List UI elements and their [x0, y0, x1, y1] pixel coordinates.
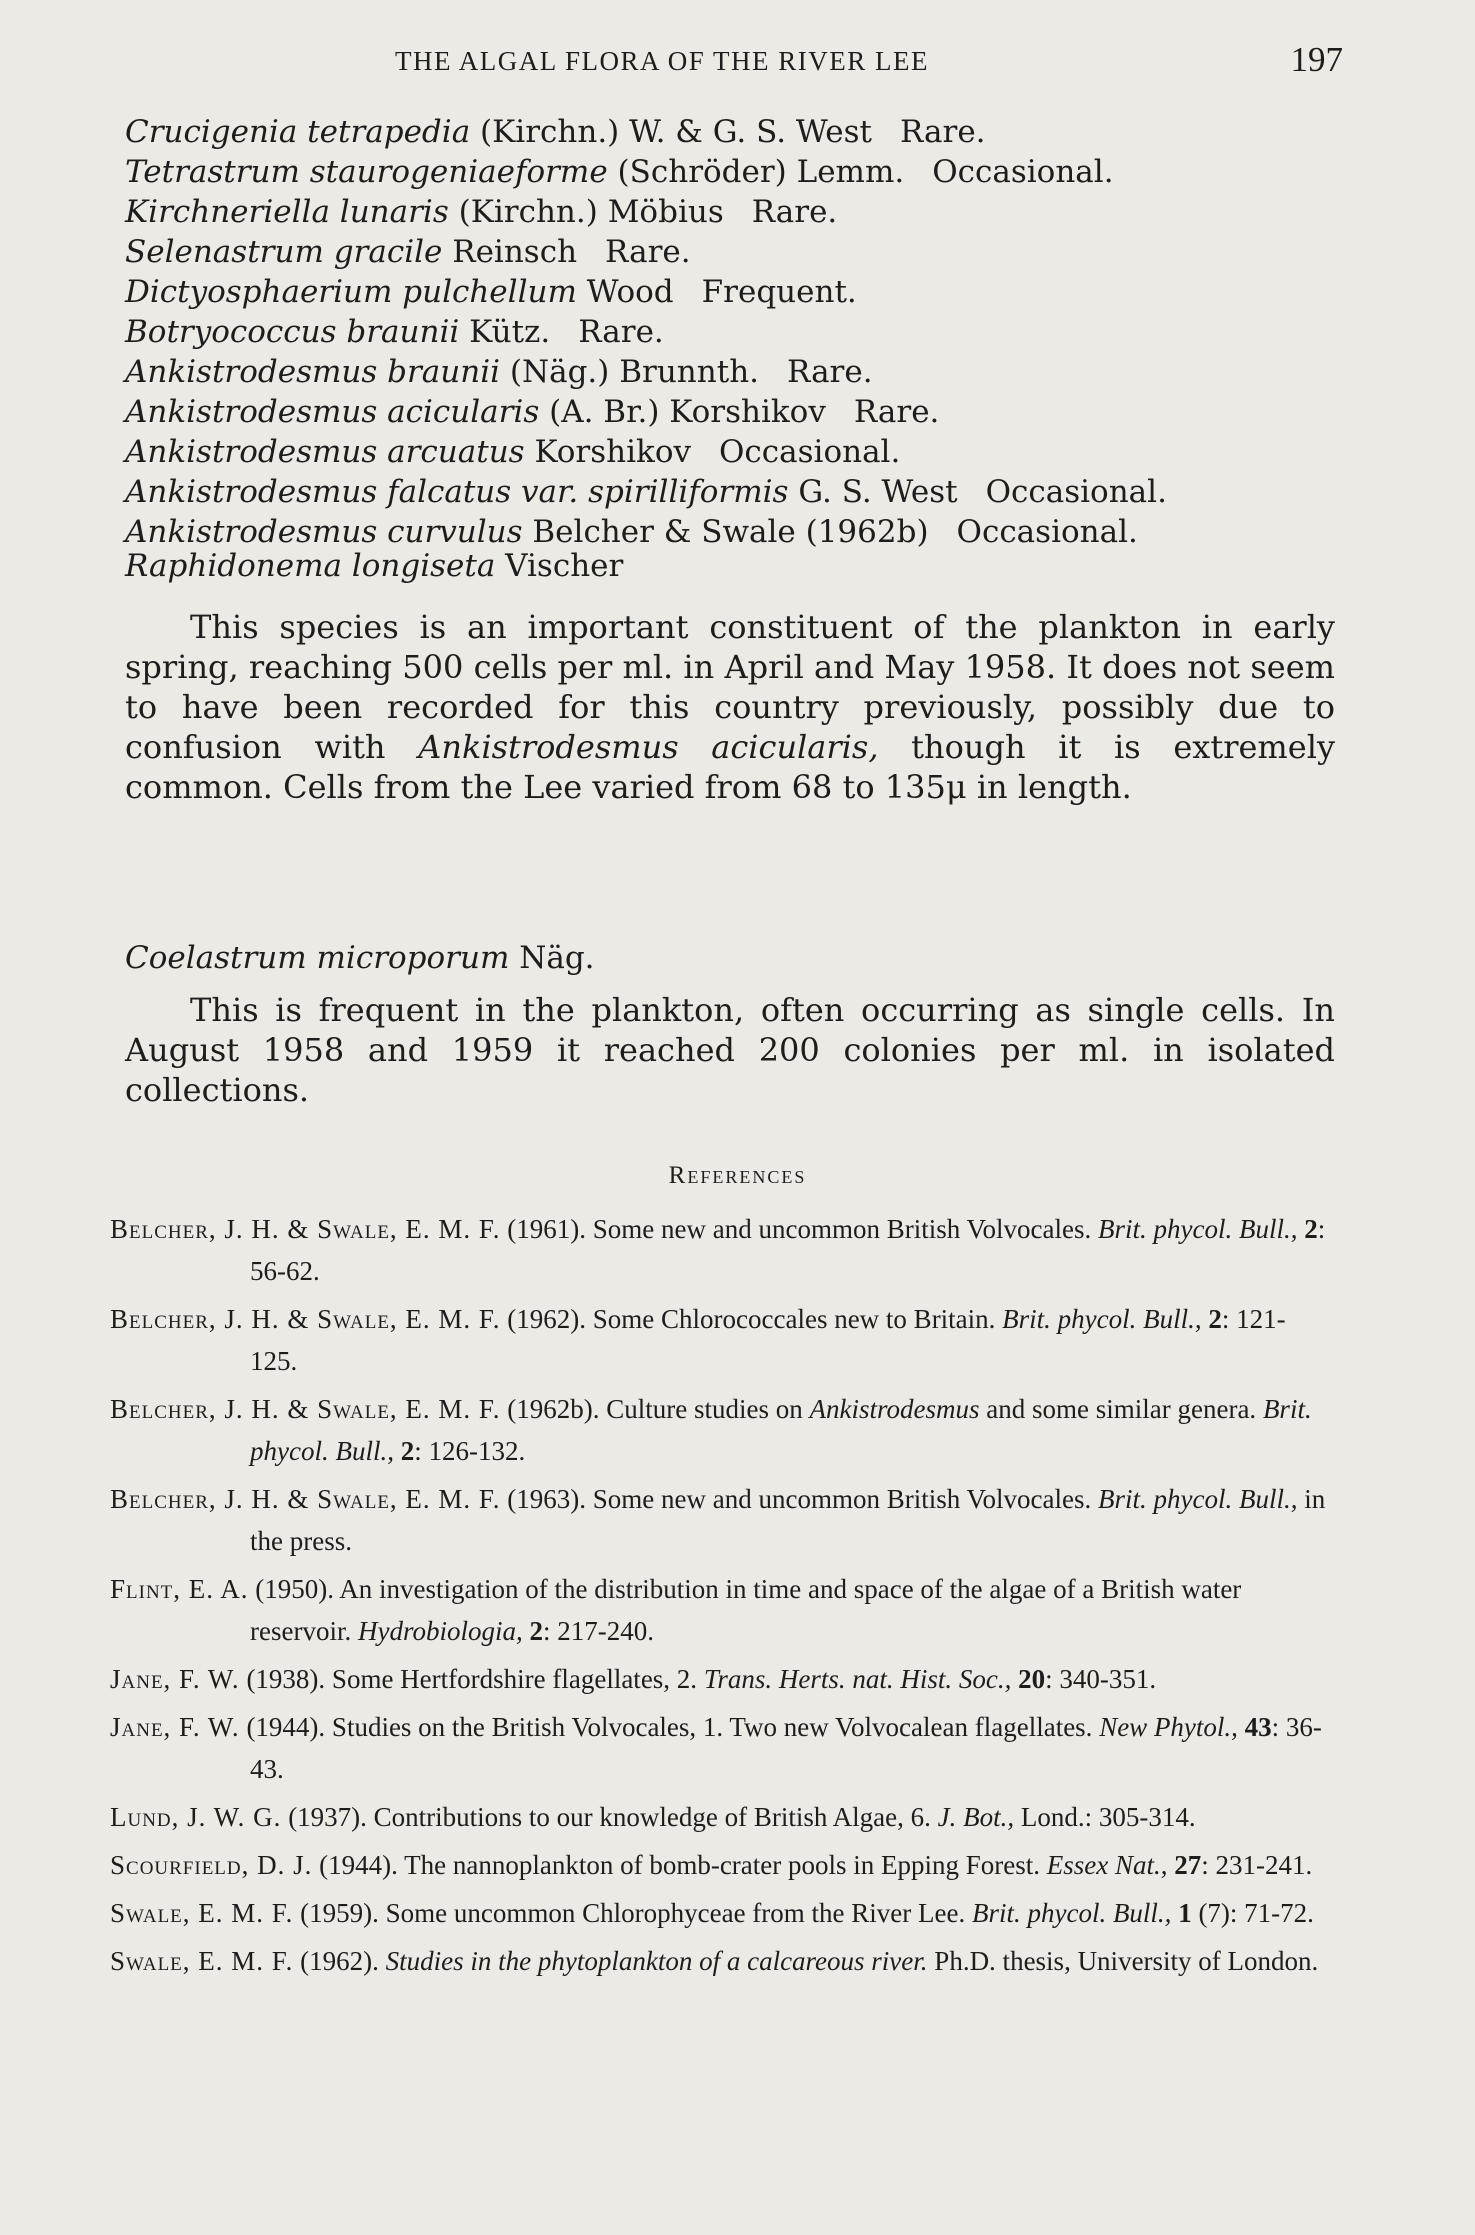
- reference-entry: [110, 1940, 1330, 1982]
- reference-year: (1944).: [246, 1712, 326, 1742]
- reference-entry: [110, 1844, 1330, 1886]
- taxon-authority: Vischer: [505, 548, 624, 584]
- reference-pages: Lond.: 305-314.: [1020, 1802, 1196, 1832]
- reference-pages: : 36-43.: [250, 1712, 1322, 1784]
- reference-authors: Swale, E. M. F.: [110, 1946, 294, 1976]
- species-status: Occasional.: [932, 154, 1114, 190]
- species-status: Occasional.: [956, 514, 1138, 550]
- reference-entry: [110, 1658, 1330, 1700]
- species-name: Ankistrodesmus braunii: [125, 354, 501, 390]
- reference-authors: Belcher, J. H. & Swale, E. M. F.: [110, 1304, 501, 1334]
- species-list: [125, 112, 1355, 552]
- running-title: THE ALGAL FLORA OF THE RIVER LEE: [395, 46, 929, 76]
- species-row: [125, 352, 1355, 392]
- species-authority: Korshikov: [534, 434, 691, 470]
- reference-journal: Brit. phycol. Bull.,: [250, 1394, 1312, 1466]
- paragraph-text: This is frequent in the plankton, often occurring as single cells. In August 1958 and 1959 it reached 200 colonies per ml. in isolated collections.: [125, 991, 1335, 1109]
- reference-list: [110, 1208, 1330, 1988]
- species-name: Ankistrodesmus falcatus var. spirilliformis: [125, 474, 789, 510]
- species-status: Rare.: [605, 234, 691, 270]
- coelastrum-paragraph: [125, 990, 1335, 1110]
- species-name: Dictyosphaerium pulchellum: [125, 274, 577, 310]
- reference-authors: Jane, F. W.: [110, 1712, 240, 1742]
- reference-year: (1937).: [288, 1802, 367, 1832]
- reference-year: (1944).: [319, 1850, 398, 1880]
- taxon-heading-raphidonema: [125, 548, 623, 584]
- species-row: [125, 152, 1355, 192]
- species-status: Rare.: [578, 314, 664, 350]
- reference-journal: Brit. phycol. Bull.,: [1002, 1304, 1202, 1334]
- species-authority: (A. Br.) Korshikov: [549, 394, 826, 430]
- species-name: Tetrastrum staurogeniaeforme: [125, 154, 608, 190]
- reference-year: (1961).: [507, 1214, 587, 1244]
- reference-title: Studies on the British Volvocales, 1. Two new Volvocalean flagellates.: [331, 1712, 1093, 1742]
- species-row: [125, 192, 1355, 232]
- species-name: Ankistrodesmus curvulus: [125, 514, 523, 550]
- species-status: Occasional.: [985, 474, 1167, 510]
- species-row: [125, 312, 1355, 352]
- reference-title-italic: Studies in the phytoplankton of a calcareous river.: [385, 1946, 928, 1976]
- reference-entry: [110, 1478, 1330, 1562]
- reference-volume: 2: [1208, 1304, 1222, 1334]
- species-name: Crucigenia tetrapedia: [125, 114, 471, 150]
- species-row: [125, 272, 1355, 312]
- species-status: Rare.: [853, 394, 940, 430]
- reference-authors: Jane, F. W.: [110, 1664, 240, 1694]
- reference-pages: : 56-62.: [250, 1214, 1326, 1286]
- reference-volume: 20: [1018, 1664, 1046, 1694]
- reference-year: (1962).: [300, 1946, 379, 1976]
- species-name: Kirchneriella lunaris: [125, 194, 449, 230]
- species-row: [125, 232, 1355, 272]
- species-authority: (Näg.) Brunnth.: [509, 354, 760, 390]
- species-authority: Belcher & Swale (1962b): [532, 514, 929, 550]
- reference-year: (1962b).: [507, 1394, 600, 1424]
- reference-title: Some Hertfordshire flagellates, 2.: [331, 1664, 698, 1694]
- species-name: Selenastrum gracile: [125, 234, 443, 270]
- taxon-authority: Näg.: [519, 940, 595, 976]
- species-status: Rare.: [751, 194, 838, 230]
- species-authority: Wood: [586, 274, 674, 310]
- species-status: Frequent.: [701, 274, 857, 310]
- reference-authors: Belcher, J. H. & Swale, E. M. F.: [110, 1394, 501, 1424]
- reference-entry: [110, 1298, 1330, 1382]
- reference-pages: : 121-125.: [250, 1304, 1286, 1376]
- reference-pages: : 217-240.: [542, 1616, 654, 1646]
- species-status: Rare.: [787, 354, 873, 390]
- reference-journal: J. Bot.,: [937, 1802, 1015, 1832]
- reference-authors: Lund, J. W. G.: [110, 1802, 282, 1832]
- references-heading: References: [668, 1162, 807, 1189]
- paragraph-italic: Ankistrodesmus acicularis,: [418, 728, 879, 766]
- reference-authors: Belcher, J. H. & Swale, E. M. F.: [110, 1484, 501, 1514]
- species-row: [125, 432, 1355, 472]
- taxon-name: Coelastrum microporum: [125, 940, 510, 976]
- reference-journal: Hydrobiologia,: [357, 1616, 523, 1646]
- reference-title: An investigation of the distribution in time and space of the algae of a British water reservoir.: [250, 1574, 1242, 1646]
- reference-journal: Brit. phycol. Bull.,: [1097, 1484, 1298, 1514]
- reference-journal: Brit. phycol. Bull.,: [1097, 1214, 1298, 1244]
- reference-year: (1962).: [507, 1304, 587, 1334]
- reference-volume: 27: [1174, 1850, 1202, 1880]
- species-row: [125, 512, 1355, 552]
- reference-volume: 1: [1178, 1898, 1192, 1928]
- species-row: [125, 472, 1355, 512]
- reference-volume: 2: [1304, 1214, 1318, 1244]
- species-authority: (Kirchn.) W. & G. S. West: [480, 114, 872, 150]
- species-name: Ankistrodesmus arcuatus: [125, 434, 525, 470]
- page-number: 197: [1290, 40, 1343, 79]
- reference-volume: 2: [529, 1616, 543, 1646]
- reference-pages: : 231-241.: [1201, 1850, 1313, 1880]
- species-status: Rare.: [899, 114, 986, 150]
- raphidonema-paragraph: [125, 607, 1335, 807]
- reference-title: Some Chlorococcales new to Britain.: [592, 1304, 996, 1334]
- taxon-heading-coelastrum: [125, 940, 595, 976]
- reference-title: Contributions to our knowledge of British Algae, 6.: [373, 1802, 931, 1832]
- reference-title: Some new and uncommon British Volvocales.: [592, 1484, 1092, 1514]
- reference-entry: [110, 1208, 1330, 1292]
- reference-pages: in the press.: [250, 1484, 1326, 1556]
- species-row: [125, 392, 1355, 432]
- reference-journal: Ph.D. thesis, University of London.: [934, 1946, 1319, 1976]
- reference-pages: : 126-132.: [414, 1436, 526, 1466]
- taxon-name: Raphidonema longiseta: [125, 548, 496, 584]
- reference-journal: New Phytol.,: [1099, 1712, 1238, 1742]
- reference-pages: : 340-351.: [1045, 1664, 1157, 1694]
- reference-authors: Flint, E. A.: [110, 1574, 249, 1604]
- species-authority: Reinsch: [452, 234, 578, 270]
- reference-title: Culture studies on: [606, 1394, 803, 1424]
- reference-journal: Essex Nat.,: [1046, 1850, 1168, 1880]
- species-authority: (Kirchn.) Möbius: [458, 194, 724, 230]
- reference-title-rest: and some similar genera.: [986, 1394, 1257, 1424]
- species-status: Occasional.: [719, 434, 901, 470]
- running-head: [125, 40, 1343, 90]
- reference-entry: [110, 1706, 1330, 1790]
- reference-title: The nannoplankton of bomb-crater pools in Epping Forest.: [404, 1850, 1041, 1880]
- paragraph-text-end: though it is extremely common. Cells from the Lee varied from 68 to 135μ in length.: [125, 728, 1336, 806]
- reference-year: (1950).: [255, 1574, 335, 1604]
- reference-authors: Scourfield, D. J.: [110, 1850, 313, 1880]
- reference-year: (1959).: [300, 1898, 379, 1928]
- reference-year: (1963).: [507, 1484, 587, 1514]
- reference-volume: 2: [400, 1436, 415, 1466]
- species-row: [125, 112, 1355, 152]
- species-authority: Kütz.: [469, 314, 551, 350]
- reference-title: Some new and uncommon British Volvocales.: [592, 1214, 1092, 1244]
- species-authority: (Schröder) Lemm.: [617, 154, 905, 190]
- reference-authors: Belcher, J. H. & Swale, E. M. F.: [110, 1214, 501, 1244]
- reference-title: Some uncommon Chlorophyceae from the River Lee.: [385, 1898, 966, 1928]
- species-name: Botryococcus braunii: [125, 314, 460, 350]
- reference-title-italic: Ankistrodesmus: [809, 1394, 980, 1424]
- reference-volume: 43: [1244, 1712, 1272, 1742]
- species-name: Ankistrodesmus acicularis: [125, 394, 540, 430]
- species-authority: G. S. West: [798, 474, 958, 510]
- reference-journal: Trans. Herts. nat. Hist. Soc.,: [703, 1664, 1012, 1694]
- reference-authors: Swale, E. M. F.: [110, 1898, 294, 1928]
- reference-entry: [110, 1796, 1330, 1838]
- reference-entry: [110, 1568, 1330, 1652]
- reference-entry: [110, 1892, 1330, 1934]
- reference-pages: (7): 71-72.: [1191, 1898, 1314, 1928]
- reference-year: (1938).: [246, 1664, 326, 1694]
- reference-journal: Brit. phycol. Bull.,: [971, 1898, 1172, 1928]
- reference-entry: [110, 1388, 1330, 1472]
- paragraph-text: This species is an important constituent of the plankton in early spring, reaching 500 cells per ml. in April and May 1958. It does not seem to have been recorded for this country previously, possibly due to confusion with: [125, 608, 1335, 766]
